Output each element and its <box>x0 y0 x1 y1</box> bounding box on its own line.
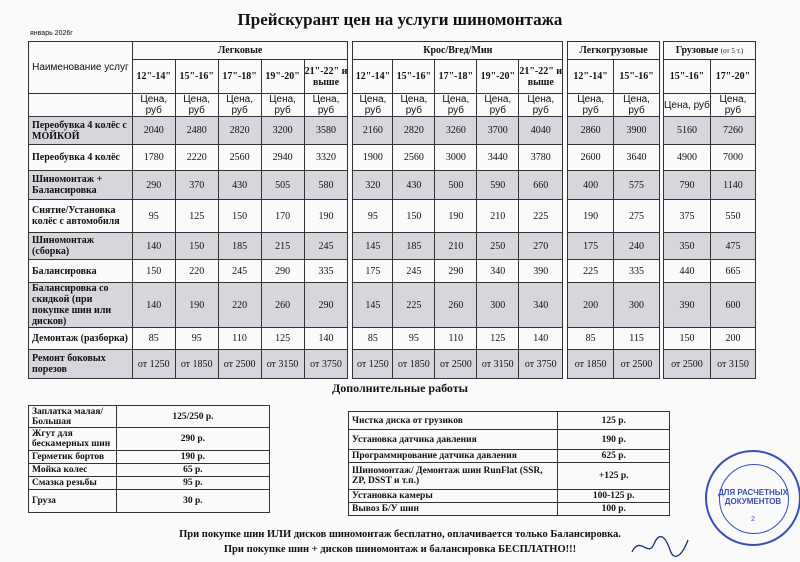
size-header: 15"-16" <box>663 60 710 94</box>
price-cell: от 2500 <box>663 350 710 379</box>
additional-row <box>349 450 670 463</box>
size-header: 19"-20" <box>477 60 519 94</box>
signature <box>630 530 690 560</box>
price-cell: 290 <box>304 283 348 328</box>
price-cell: 220 <box>218 283 261 328</box>
additional-service-price: 30 р. <box>116 490 269 513</box>
price-cell: 475 <box>710 233 755 260</box>
table-row <box>29 233 756 260</box>
price-cell: 245 <box>304 233 348 260</box>
size-header: 15"-16" <box>393 60 435 94</box>
additional-left-table <box>28 405 270 513</box>
additional-row <box>29 451 270 464</box>
price-cell: 3000 <box>435 145 477 171</box>
service-name: Шиномонтаж (сборка) <box>29 233 133 260</box>
price-unit-label: Цена, руб <box>519 94 563 117</box>
price-cell: 290 <box>261 260 304 283</box>
service-name: Шиномонтаж + Балансировка <box>29 171 133 200</box>
price-cell: 500 <box>435 171 477 200</box>
price-cell: 140 <box>304 328 348 350</box>
additional-service-price: +125 р. <box>558 463 670 490</box>
price-cell: 190 <box>175 283 218 328</box>
additional-service-price: 65 р. <box>116 464 269 477</box>
price-cell: 665 <box>710 260 755 283</box>
additional-service-name: Программирование датчика давления <box>349 450 558 463</box>
price-cell: 430 <box>218 171 261 200</box>
price-cell: 140 <box>132 233 175 260</box>
price-cell: 3200 <box>261 117 304 145</box>
price-cell: 340 <box>519 283 563 328</box>
additional-row <box>29 477 270 490</box>
service-name: Снятие/Установка колёс с автомобиля <box>29 200 133 233</box>
price-cell: 190 <box>568 200 614 233</box>
price-cell: 140 <box>519 328 563 350</box>
additional-service-name: Груза <box>29 490 117 513</box>
price-cell: 95 <box>353 200 393 233</box>
additional-service-price: 100-125 р. <box>558 490 670 503</box>
price-unit-label: Цена, руб <box>663 94 710 117</box>
price-unit-label: Цена, руб <box>393 94 435 117</box>
size-header: 17"-18" <box>435 60 477 94</box>
price-cell: от 3150 <box>710 350 755 379</box>
price-cell: 225 <box>519 200 563 233</box>
price-cell: 95 <box>132 200 175 233</box>
group-header-passenger: Легковые <box>132 42 348 60</box>
price-cell: 300 <box>477 283 519 328</box>
price-cell: 340 <box>477 260 519 283</box>
price-cell: 185 <box>218 233 261 260</box>
size-header: 15"-16" <box>175 60 218 94</box>
additional-right-table <box>348 411 670 516</box>
price-cell: 185 <box>393 233 435 260</box>
table-row <box>29 350 756 379</box>
additional-service-price: 125/250 р. <box>116 406 269 428</box>
price-cell: 85 <box>353 328 393 350</box>
price-cell: 2820 <box>218 117 261 145</box>
price-unit-label: Цена, руб <box>175 94 218 117</box>
price-cell: 2160 <box>353 117 393 145</box>
table-row <box>29 200 756 233</box>
price-cell: 110 <box>435 328 477 350</box>
size-header: 15"-16" <box>614 60 660 94</box>
price-cell: 125 <box>261 328 304 350</box>
price-cell: 150 <box>218 200 261 233</box>
size-header: 12"-14" <box>132 60 175 94</box>
price-cell: 95 <box>175 328 218 350</box>
price-cell: 175 <box>568 233 614 260</box>
additional-row <box>349 430 670 450</box>
price-cell: 400 <box>568 171 614 200</box>
additional-row <box>349 463 670 490</box>
additional-service-name: Установка камеры <box>349 490 558 503</box>
price-cell: 1900 <box>353 145 393 171</box>
price-cell: 85 <box>132 328 175 350</box>
service-name: Переобувка 4 колёс <box>29 145 133 171</box>
price-cell: 300 <box>614 283 660 328</box>
stamp-number: 2 <box>751 516 755 523</box>
service-name: Ремонт боковых порезов <box>29 350 133 379</box>
price-cell: 140 <box>132 283 175 328</box>
service-name: Балансировка со скидкой (при покупке шин или дисков) <box>29 283 133 328</box>
price-unit-label: Цена, руб <box>435 94 477 117</box>
service-name: Балансировка <box>29 260 133 283</box>
additional-service-price: 190 р. <box>558 430 670 450</box>
size-header: 19"-20" <box>261 60 304 94</box>
price-cell: 2220 <box>175 145 218 171</box>
price-cell: от 1250 <box>353 350 393 379</box>
additional-row <box>349 490 670 503</box>
price-cell: 3260 <box>435 117 477 145</box>
price-cell: 660 <box>519 171 563 200</box>
price-cell: 115 <box>614 328 660 350</box>
additional-service-price: 100 р. <box>558 503 670 516</box>
additional-service-price: 95 р. <box>116 477 269 490</box>
price-unit-label: Цена, руб <box>218 94 261 117</box>
price-cell: 3640 <box>614 145 660 171</box>
group-header-truck <box>663 42 755 60</box>
additional-service-name: Жгут для бескамерных шин <box>29 428 117 451</box>
size-header: 21"-22" и выше <box>304 60 348 94</box>
price-cell: 200 <box>568 283 614 328</box>
price-cell: 3580 <box>304 117 348 145</box>
price-unit-label: Цена, руб <box>710 94 755 117</box>
price-cell: 4900 <box>663 145 710 171</box>
truck-group-note: (от 5 т.) <box>720 47 744 55</box>
unit-row-spacer <box>29 94 133 117</box>
table-row <box>29 117 756 145</box>
price-cell: 250 <box>477 233 519 260</box>
additional-service-name: Заплатка малая/Большая <box>29 406 117 428</box>
price-cell: 150 <box>175 233 218 260</box>
price-cell: 150 <box>663 328 710 350</box>
price-cell: 350 <box>663 233 710 260</box>
price-unit-label: Цена, руб <box>477 94 519 117</box>
additional-row <box>349 412 670 430</box>
price-cell: от 1250 <box>132 350 175 379</box>
additional-row <box>29 428 270 451</box>
price-cell: 550 <box>710 200 755 233</box>
additional-service-name: Мойка колес <box>29 464 117 477</box>
price-cell: 275 <box>614 200 660 233</box>
price-cell: 4040 <box>519 117 563 145</box>
price-cell: 200 <box>710 328 755 350</box>
service-name: Переобувка 4 колёс с МОЙКОЙ <box>29 117 133 145</box>
price-cell: 790 <box>663 171 710 200</box>
price-unit-label: Цена, руб <box>614 94 660 117</box>
price-cell: 2820 <box>393 117 435 145</box>
footer-note-1: При покупке шин ИЛИ дисков шиномонтаж бесплатно, оплачивается только Балансировка. <box>179 529 621 540</box>
price-cell: 190 <box>435 200 477 233</box>
price-cell: 175 <box>353 260 393 283</box>
price-cell: 440 <box>663 260 710 283</box>
price-cell: 390 <box>663 283 710 328</box>
price-cell: 2040 <box>132 117 175 145</box>
price-cell: 290 <box>435 260 477 283</box>
size-header: 17"-18" <box>218 60 261 94</box>
table-row <box>29 328 756 350</box>
price-cell: 220 <box>175 260 218 283</box>
size-header: 17"-20" <box>710 60 755 94</box>
price-cell: 2860 <box>568 117 614 145</box>
price-cell: 125 <box>175 200 218 233</box>
price-cell: 215 <box>261 233 304 260</box>
price-unit-label: Цена, руб <box>132 94 175 117</box>
price-cell: 95 <box>393 328 435 350</box>
price-cell: 7000 <box>710 145 755 171</box>
price-cell: 210 <box>477 200 519 233</box>
price-unit-label: Цена, руб <box>261 94 304 117</box>
price-cell: 430 <box>393 171 435 200</box>
price-cell: 245 <box>218 260 261 283</box>
price-cell: 245 <box>393 260 435 283</box>
price-cell: 5160 <box>663 117 710 145</box>
price-cell: 3440 <box>477 145 519 171</box>
price-unit-label: Цена, руб <box>353 94 393 117</box>
price-cell: 2940 <box>261 145 304 171</box>
price-cell: от 3750 <box>519 350 563 379</box>
group-header-suv: Крос/Вгед/Мин <box>353 42 563 60</box>
stamp-text: ДЛЯ РАСЧЕТНЫХ ДОКУМЕНТОВ <box>718 488 788 506</box>
additional-works-title: Дополнительные работы <box>331 381 469 395</box>
price-cell: 190 <box>304 200 348 233</box>
price-cell: 375 <box>663 200 710 233</box>
price-cell: 210 <box>435 233 477 260</box>
additional-row <box>349 503 670 516</box>
price-cell: 110 <box>218 328 261 350</box>
company-stamp <box>705 450 800 546</box>
additional-service-price: 625 р. <box>558 450 670 463</box>
price-cell: 2560 <box>393 145 435 171</box>
additional-service-name: Вывоз Б/У шин <box>349 503 558 516</box>
table-row <box>29 283 756 328</box>
price-cell: 260 <box>261 283 304 328</box>
price-cell: от 1850 <box>393 350 435 379</box>
price-cell: 1780 <box>132 145 175 171</box>
price-cell: 225 <box>393 283 435 328</box>
price-cell: от 1850 <box>175 350 218 379</box>
truck-group-name: Грузовые <box>675 45 719 56</box>
page-title: Прейскурант цен на услуги шиномонтажа <box>237 10 563 29</box>
price-cell: 3900 <box>614 117 660 145</box>
table-row <box>29 260 756 283</box>
price-cell: 335 <box>614 260 660 283</box>
table-row <box>29 145 756 171</box>
size-header: 12"-14" <box>568 60 614 94</box>
footer-note-2: При покупке шин + дисков шиномонтаж и балансировка БЕСПЛАТНО!!! <box>223 544 577 555</box>
additional-service-price: 190 р. <box>116 451 269 464</box>
price-cell: 270 <box>519 233 563 260</box>
price-cell: 260 <box>435 283 477 328</box>
service-name-header: Наименование услуг <box>29 42 133 94</box>
price-cell: 1140 <box>710 171 755 200</box>
additional-service-name: Герметик бортов <box>29 451 117 464</box>
table-row <box>29 171 756 200</box>
price-cell: 240 <box>614 233 660 260</box>
price-cell: 150 <box>132 260 175 283</box>
price-cell: 85 <box>568 328 614 350</box>
group-header-light-truck: Легкогрузовые <box>568 42 660 60</box>
price-cell: 575 <box>614 171 660 200</box>
price-cell: от 2500 <box>435 350 477 379</box>
price-unit-label: Цена, руб <box>568 94 614 117</box>
size-header: 21"-22" и выше <box>519 60 563 94</box>
price-cell: 580 <box>304 171 348 200</box>
price-cell: от 2500 <box>218 350 261 379</box>
price-cell: 390 <box>519 260 563 283</box>
price-date: январь 2026г <box>30 30 73 37</box>
price-cell: от 3150 <box>477 350 519 379</box>
additional-service-name: Установка датчика давления <box>349 430 558 450</box>
price-cell: 590 <box>477 171 519 200</box>
price-cell: от 3750 <box>304 350 348 379</box>
price-cell: 505 <box>261 171 304 200</box>
price-cell: 290 <box>132 171 175 200</box>
price-cell: от 3150 <box>261 350 304 379</box>
price-table <box>28 41 756 379</box>
price-cell: 225 <box>568 260 614 283</box>
additional-service-price: 125 р. <box>558 412 670 430</box>
additional-service-name: Чистка диска от грузиков <box>349 412 558 430</box>
price-cell: 145 <box>353 283 393 328</box>
service-name: Демонтаж (разборка) <box>29 328 133 350</box>
price-cell: от 2500 <box>614 350 660 379</box>
price-cell: 145 <box>353 233 393 260</box>
price-cell: 170 <box>261 200 304 233</box>
additional-service-name: Смазка резьбы <box>29 477 117 490</box>
additional-row <box>29 464 270 477</box>
price-cell: 600 <box>710 283 755 328</box>
price-cell: 2600 <box>568 145 614 171</box>
price-cell: 125 <box>477 328 519 350</box>
price-cell: от 1850 <box>568 350 614 379</box>
size-header: 12"-14" <box>353 60 393 94</box>
price-cell: 3320 <box>304 145 348 171</box>
price-cell: 335 <box>304 260 348 283</box>
additional-service-name: Шиномонтаж/ Демонтаж шин RunFlat (SSR, ZP, DSST и т.п.) <box>349 463 558 490</box>
additional-row <box>29 490 270 513</box>
price-cell: 7260 <box>710 117 755 145</box>
price-cell: 150 <box>393 200 435 233</box>
price-cell: 2480 <box>175 117 218 145</box>
additional-row <box>29 406 270 428</box>
price-cell: 2560 <box>218 145 261 171</box>
price-cell: 3700 <box>477 117 519 145</box>
price-unit-label: Цена, руб <box>304 94 348 117</box>
price-cell: 370 <box>175 171 218 200</box>
additional-service-price: 290 р. <box>116 428 269 451</box>
price-cell: 320 <box>353 171 393 200</box>
price-cell: 3780 <box>519 145 563 171</box>
